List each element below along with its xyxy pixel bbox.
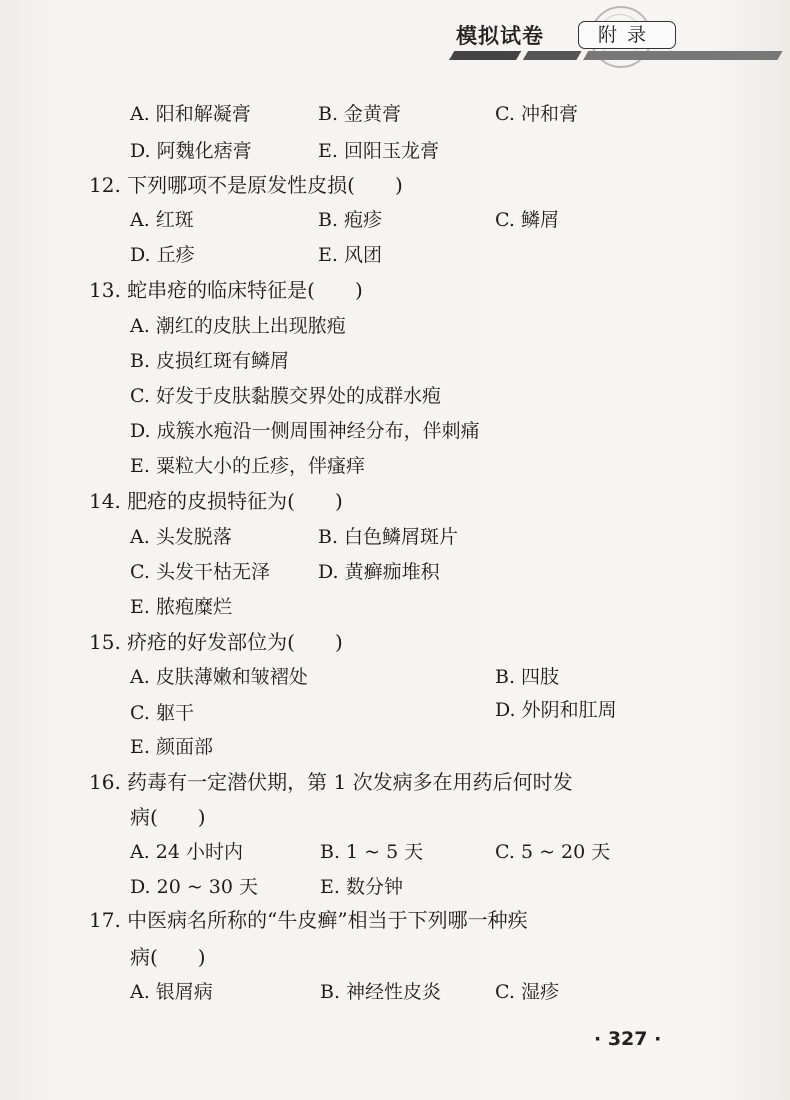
question-17-stem-line1: 17. 中医病名所称的“牛皮癣”相当于下列哪一种疾 [89, 908, 528, 932]
option-12-d: D. 丘疹 [130, 244, 195, 266]
option-12-c: C. 鳞屑 [495, 209, 559, 231]
option-14-e: E. 脓疱糜烂 [130, 596, 232, 618]
option-16-a: A. 24 小时内 [130, 841, 244, 863]
option-13-c: C. 好发于皮肤黏膜交界处的成群水疱 [130, 385, 441, 407]
option-11-c: C. 冲和膏 [495, 103, 578, 125]
option-15-c: C. 躯干 [130, 702, 194, 724]
option-15-a: A. 皮肤薄嫩和皱褶处 [130, 666, 308, 688]
option-15-d: D. 外阴和肛周 [495, 699, 617, 721]
option-16-e: E. 数分钟 [320, 876, 403, 898]
option-17-b: B. 神经性皮炎 [320, 981, 442, 1003]
question-16-stem-line2: 病( ) [130, 805, 206, 829]
option-16-d: D. 20 ~ 30 天 [130, 876, 259, 898]
option-11-a: A. 阳和解凝膏 [130, 103, 251, 125]
option-15-e: E. 颜面部 [130, 736, 213, 758]
option-12-a: A. 红斑 [130, 209, 194, 231]
question-13-stem: 13. 蛇串疮的临床特征是( ) [89, 278, 363, 302]
header-tab: 附录 [578, 21, 676, 49]
option-11-e: E. 回阳玉龙膏 [318, 140, 439, 162]
question-17-stem-line2: 病( ) [130, 945, 206, 969]
option-16-b: B. 1 ~ 5 天 [320, 841, 424, 863]
question-12-stem: 12. 下列哪项不是原发性皮损( ) [89, 173, 403, 197]
option-14-c: C. 头发干枯无泽 [130, 561, 270, 583]
option-14-d: D. 黄癣痂堆积 [318, 561, 440, 583]
option-12-e: E. 风团 [318, 244, 382, 266]
option-13-d: D. 成簇水疱沿一侧周围神经分布，伴刺痛 [130, 420, 480, 442]
option-13-b: B. 皮损红斑有鳞屑 [130, 350, 290, 372]
option-11-d: D. 阿魏化痞膏 [130, 140, 252, 162]
option-16-c: C. 5 ~ 20 天 [495, 841, 611, 863]
option-17-a: A. 银屑病 [130, 981, 213, 1003]
question-14-stem: 14. 肥疮的皮损特征为( ) [89, 489, 343, 513]
option-15-b: B. 四肢 [495, 666, 560, 688]
option-13-a: A. 潮红的皮肤上出现脓疱 [130, 315, 346, 337]
question-15-stem: 15. 疥疮的好发部位为( ) [89, 630, 343, 654]
option-14-a: A. 头发脱落 [130, 526, 232, 548]
option-17-c: C. 湿疹 [495, 981, 559, 1003]
question-16-stem-line1: 16. 药毒有一定潜伏期，第 1 次发病多在用药后何时发 [89, 770, 573, 794]
option-14-b: B. 白色鳞屑斑片 [318, 526, 459, 548]
option-11-b: B. 金黄膏 [318, 103, 402, 125]
page-number: · 327 · [594, 1028, 662, 1050]
header-title: 模拟试卷 [456, 24, 544, 48]
option-13-e: E. 粟粒大小的丘疹，伴瘙痒 [130, 455, 365, 477]
option-12-b: B. 疱疹 [318, 209, 383, 231]
